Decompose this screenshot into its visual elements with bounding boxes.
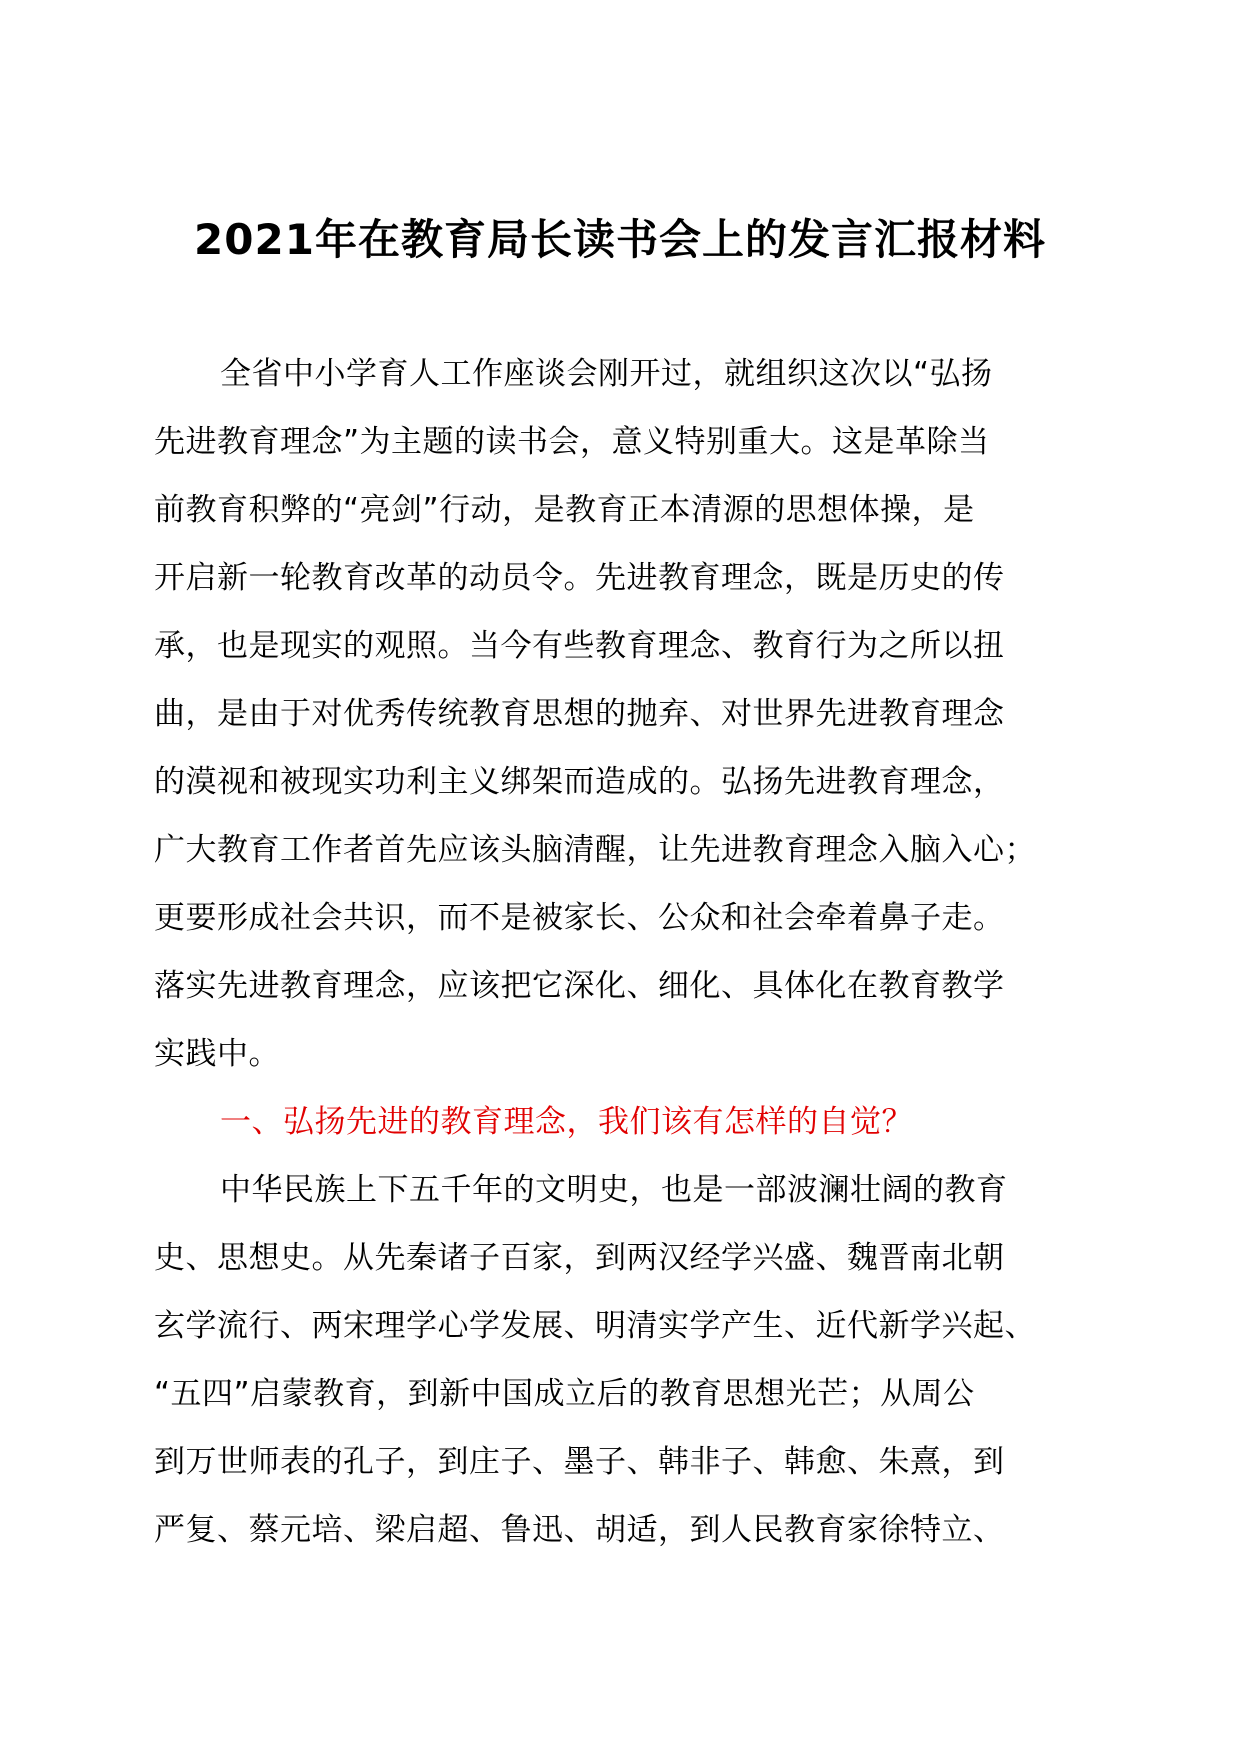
text-line: 更要形成社会共识，而不是被家长、公众和社会牵着鼻子走。 (154, 900, 1005, 936)
text-line: 严复、蔡元培、梁启超、鲁迅、胡适，到人民教育家徐特立、 (154, 1512, 1005, 1548)
document-body (154, 340, 1094, 1564)
text-line: 史、思想史。从先秦诸子百家，到两汉经学兴盛、魏晋南北朝 (154, 1240, 1005, 1276)
text-line: 的漠视和被现实功利主义绑架而造成的。弘扬先进教育理念， (154, 764, 1005, 800)
text-line: 广大教育工作者首先应该头脑清醒，让先进教育理念入脑入心； (154, 832, 1036, 868)
text-line: 曲，是由于对优秀传统教育思想的抛弃、对世界先进教育理念 (154, 696, 1005, 732)
text-line: 实践中。 (154, 1036, 280, 1072)
text-line: 先进教育理念”为主题的读书会，意义特别重大。这是革除当 (154, 424, 990, 460)
text-line: “五四”启蒙教育，到新中国成立后的教育思想光芒；从周公 (154, 1376, 975, 1412)
text-line: 全省中小学育人工作座谈会刚开过，就组织这次以“弘扬 (220, 356, 993, 392)
text-line: 前教育积弊的“亮剑”行动，是教育正本清源的思想体操，是 (154, 492, 975, 528)
text-line: 承，也是现实的观照。当今有些教育理念、教育行为之所以扭 (154, 628, 1005, 664)
text-line: 落实先进教育理念，应该把它深化、细化、具体化在教育教学 (154, 968, 1005, 1004)
text-line: 到万世师表的孔子，到庄子、墨子、韩非子、韩愈、朱熹，到 (154, 1444, 1005, 1480)
section-heading: 一、弘扬先进的教育理念，我们该有怎样的自觉？ (220, 1104, 913, 1140)
text-line: 开启新一轮教育改革的动员令。先进教育理念，既是历史的传 (154, 560, 1005, 596)
text-line: 玄学流行、两宋理学心学发展、明清实学产生、近代新学兴起、 (154, 1308, 1036, 1344)
text-line: 中华民族上下五千年的文明史，也是一部波澜壮阔的教育 (220, 1172, 1008, 1208)
document-title: 2021年在教育局长读书会上的发言汇报材料 (194, 215, 1046, 264)
